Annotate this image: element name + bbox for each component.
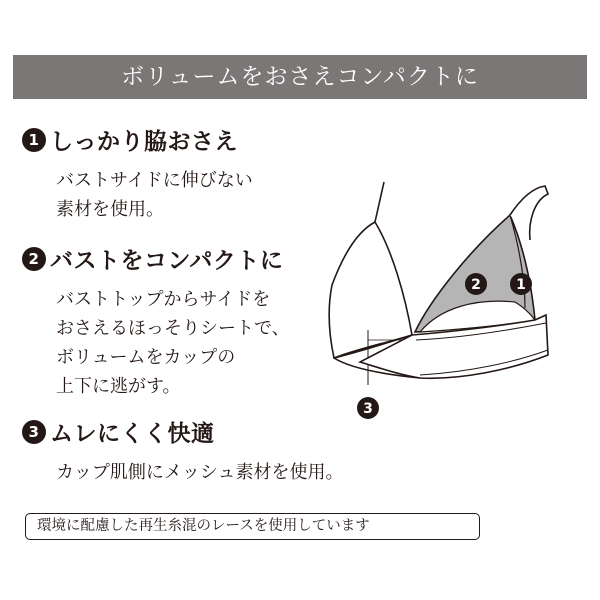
svg-text:3: 3 [363,401,373,417]
svg-text:1: 1 [516,277,526,293]
feature-title: ムレにくく快適 [50,421,215,447]
left-strap [375,182,384,222]
number-badge-2: 2 [22,247,46,271]
feature-description: バストトップからサイドを おさえるほっそりシートで、 ボリュームをカップの 上下に逃がす。 [56,289,290,397]
left-cup [329,222,412,358]
eco-material-note: 環境に配慮した再生糸混のレースを使用しています [25,513,480,540]
feature-description: バストサイドに伸びない 素材を使用。 [56,170,253,220]
svg-text:2: 2 [471,277,481,293]
bra-illustration [320,180,560,420]
banner-title: ボリュームをおさえコンパクトに [13,55,587,99]
feature-compact-bust [22,242,290,401]
number-badge-1: 1 [22,128,46,152]
feature-title: バストをコンパクトに [50,248,284,274]
feature-title: しっかり脇おさえ [50,129,238,155]
marker-1 [510,273,532,295]
feature-side-support [22,123,253,224]
marker-2 [465,273,487,295]
marker-3 [357,397,379,419]
feature-breathable [22,415,343,487]
feature-description: カップ肌側にメッシュ素材を使用。 [56,462,344,483]
number-badge-3: 3 [22,420,46,444]
